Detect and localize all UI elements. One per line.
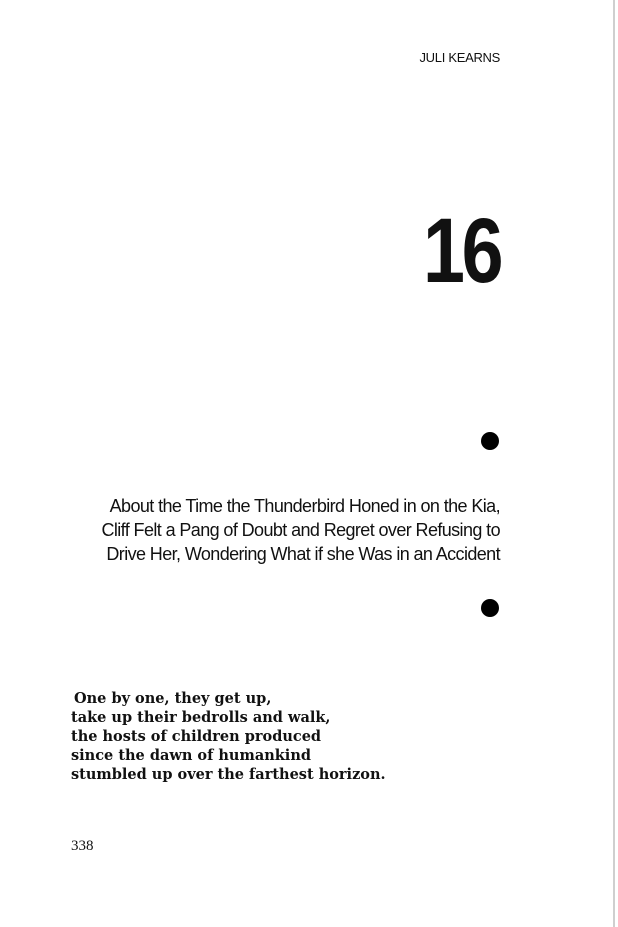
epigraph-line: One by one, they get up, bbox=[74, 690, 272, 707]
epigraph-line: take up their bedrolls and walk, bbox=[71, 709, 331, 726]
chapter-number: 16 bbox=[422, 200, 500, 302]
epigraph-line: stumbled up over the farthest horizon. bbox=[71, 766, 386, 783]
epigraph-line: since the dawn of humankind bbox=[71, 747, 311, 764]
chapter-title-line: Drive Her, Wondering What if she Was in an Accident bbox=[106, 544, 500, 564]
page-number: 338 bbox=[71, 838, 94, 854]
chapter-title bbox=[60, 494, 500, 566]
chapter-title-line: Cliff Felt a Pang of Doubt and Regret over Refusing to bbox=[101, 520, 500, 540]
chapter-title-line: About the Time the Thunderbird Honed in on the Kia, bbox=[109, 496, 500, 516]
epigraph-line: the hosts of children produced bbox=[71, 728, 322, 745]
epigraph bbox=[71, 689, 386, 784]
running-head-author: JULI KEARNS bbox=[419, 50, 500, 65]
bullet-ornament-icon bbox=[481, 432, 499, 450]
bullet-ornament-icon bbox=[481, 599, 499, 617]
